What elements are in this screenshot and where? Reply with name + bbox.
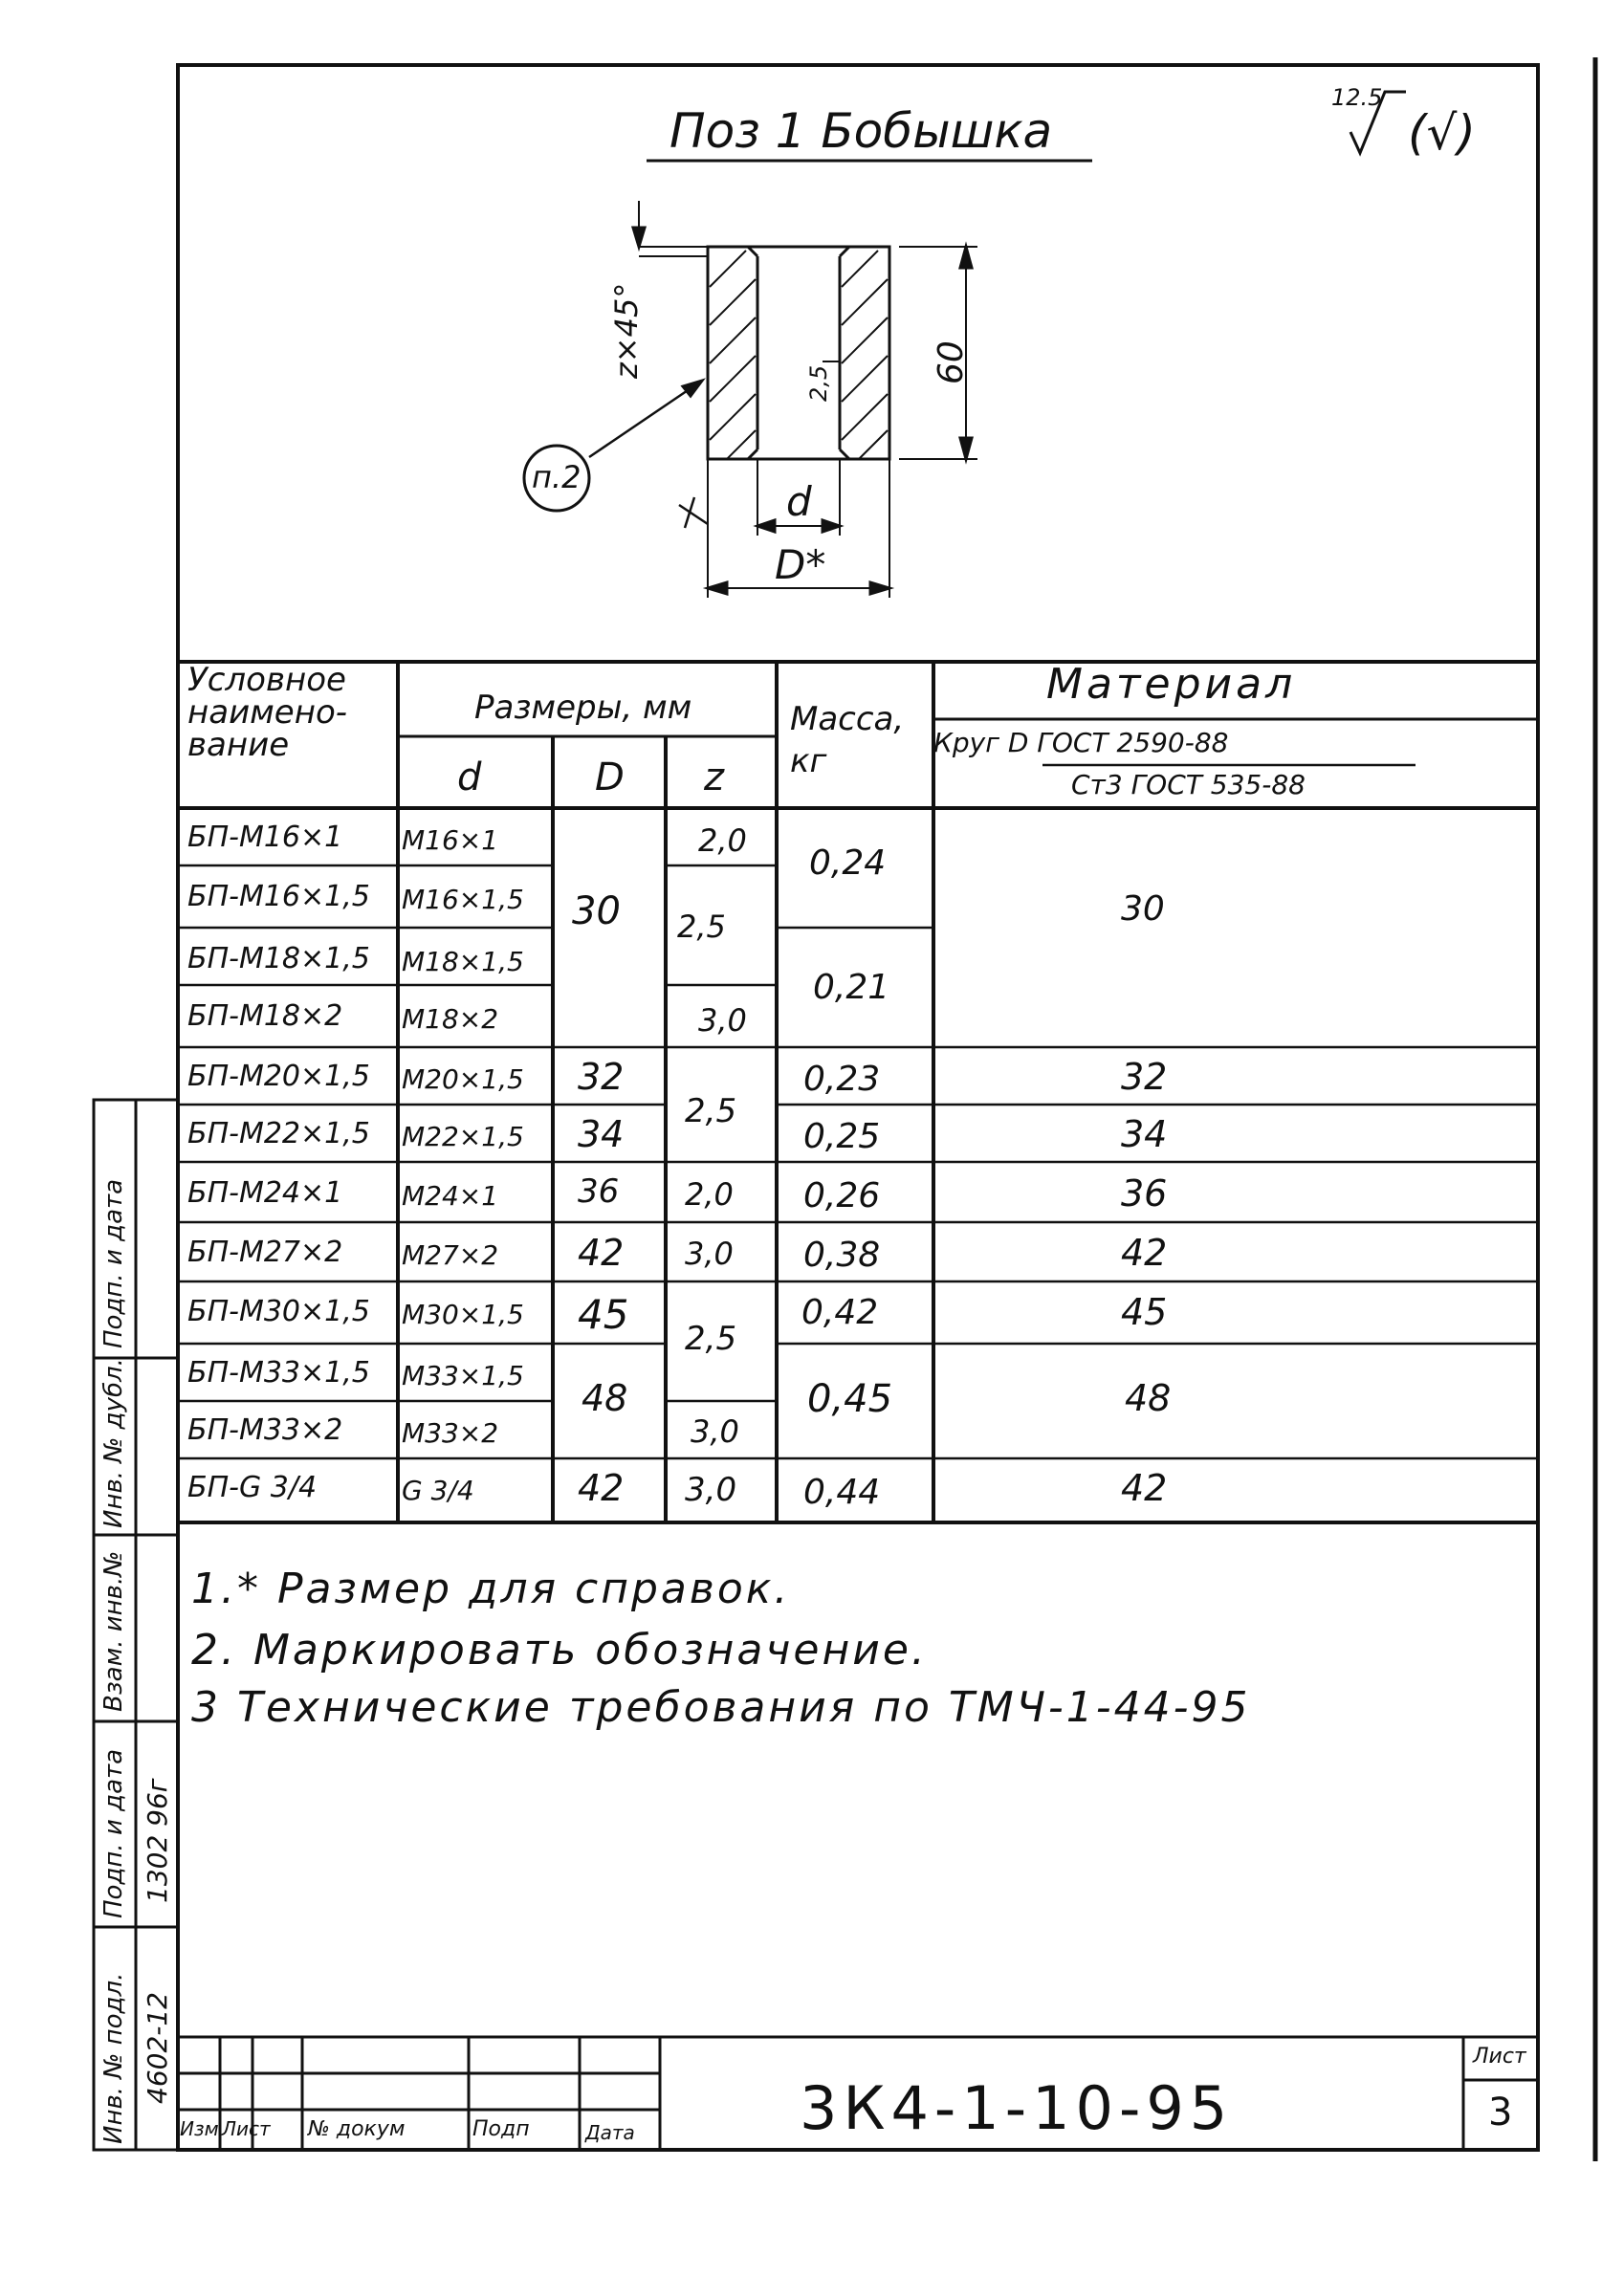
- material-spec-num: Круг D ГОСТ 2590-88: [933, 727, 1229, 758]
- row-d: М16×1,5: [402, 884, 524, 915]
- row-d: М27×2: [402, 1239, 499, 1271]
- z-value: 2,5: [685, 1320, 737, 1358]
- chamfer-label: z×45°: [608, 282, 645, 379]
- material-value: 34: [1121, 1113, 1168, 1155]
- z-value: 3,0: [685, 1471, 737, 1509]
- D-value: 42: [578, 1232, 625, 1274]
- material-value: 42: [1121, 1232, 1168, 1274]
- side-label: Инв. № подл.: [99, 1972, 128, 2144]
- roughness-symbol: (√): [1408, 105, 1476, 161]
- z-value: 2,5: [685, 1092, 737, 1130]
- header-dims: Размеры, мм: [474, 689, 692, 727]
- side-handwritten-inv: 4602-12: [142, 1992, 173, 2104]
- note-2: 2. Маркировать обозначение.: [191, 1626, 928, 1675]
- side-label: Инв. № дубл.: [99, 1358, 128, 1528]
- row-name: БП-М33×2: [187, 1413, 343, 1447]
- row-d: М20×1,5: [402, 1063, 524, 1095]
- z-value: 3,0: [685, 1236, 734, 1272]
- stamp-col-doc: № докум: [308, 2117, 406, 2141]
- row-name: БП-М18×2: [187, 999, 343, 1033]
- mass-value: 0,24: [809, 843, 887, 883]
- document-code: 3К4-1-10-95: [800, 2073, 1234, 2143]
- row-name: БП-М20×1,5: [187, 1060, 370, 1093]
- header-material: Материал: [1046, 660, 1297, 709]
- note-1: 1.* Размер для справок.: [191, 1565, 791, 1613]
- note-3: 3 Технические требования по ТМЧ-1-44-95: [191, 1683, 1251, 1732]
- row-d: М33×2: [402, 1417, 499, 1449]
- material-value: 32: [1121, 1056, 1168, 1098]
- height-label: 60: [932, 340, 971, 384]
- D-value: 48: [582, 1377, 628, 1419]
- D-value: 30: [572, 889, 621, 933]
- row-name: БП-М24×1: [187, 1176, 343, 1210]
- row-d: М16×1: [402, 824, 499, 856]
- mass-value: 0,38: [803, 1236, 881, 1275]
- header-D: D: [595, 755, 625, 799]
- mass-value: 0,23: [803, 1060, 881, 1099]
- row-name: БП-М16×1: [187, 821, 343, 854]
- z-value: 2,0: [698, 822, 747, 859]
- z-value: 3,0: [691, 1413, 739, 1450]
- mass-value: 0,42: [801, 1293, 879, 1332]
- row-d: М24×1: [402, 1180, 499, 1212]
- z-value: 2,0: [685, 1176, 734, 1213]
- stamp-col-date: Дата: [585, 2121, 635, 2144]
- stamp-col-list: Лист: [222, 2117, 271, 2140]
- material-spec-den: Ст3 ГОСТ 535-88: [1071, 769, 1306, 800]
- inner-dia-label: d: [786, 478, 812, 525]
- mass-value: 0,21: [813, 968, 890, 1007]
- mass-value: 0,26: [803, 1176, 881, 1215]
- mass-value: 0,45: [807, 1377, 893, 1421]
- D-value: 42: [578, 1467, 625, 1509]
- side-label: Подп. и дата: [99, 1178, 128, 1348]
- mass-value: 0,44: [803, 1473, 881, 1512]
- D-value: 34: [578, 1113, 625, 1155]
- side-label: Подп. и дата: [99, 1748, 128, 1918]
- wall-label: 2,5: [805, 364, 832, 402]
- row-d: М18×2: [402, 1003, 499, 1035]
- stamp-col-sign: Подп: [472, 2117, 530, 2141]
- sheet-number: 3: [1488, 2091, 1513, 2135]
- roughness-value: 12.5: [1331, 84, 1383, 111]
- row-name: БП-М27×2: [187, 1236, 343, 1269]
- header-z: z: [704, 755, 724, 799]
- row-d: G 3/4: [402, 1475, 474, 1506]
- header-mass: Масса, кг: [790, 700, 905, 780]
- row-d: М22×1,5: [402, 1121, 524, 1152]
- D-value: 32: [578, 1056, 625, 1098]
- row-name: БП-М30×1,5: [187, 1295, 370, 1328]
- z-value: 2,5: [677, 909, 726, 945]
- D-value: 45: [578, 1291, 629, 1338]
- side-handwritten-date: 1302 96г: [142, 1778, 173, 1903]
- material-value: 42: [1121, 1467, 1168, 1509]
- material-value: 30: [1121, 889, 1165, 929]
- row-name: БП-М22×1,5: [187, 1117, 370, 1150]
- material-value: 45: [1121, 1291, 1168, 1333]
- part-drawing: [524, 201, 977, 598]
- side-label: Взам. инв.№: [99, 1550, 128, 1712]
- header-d: d: [457, 755, 482, 799]
- outer-dia-label: D*: [775, 541, 826, 588]
- stamp-col-izm: Изм: [180, 2117, 219, 2140]
- row-d: М18×1,5: [402, 946, 524, 977]
- row-name: БП-М33×1,5: [187, 1356, 370, 1390]
- page-title: Поз 1 Бобышка: [669, 103, 1053, 159]
- row-name: БП-G 3/4: [187, 1471, 318, 1504]
- note-ref: п.2: [532, 459, 582, 495]
- mass-value: 0,25: [803, 1117, 881, 1156]
- sheet-label: Лист: [1473, 2045, 1526, 2069]
- row-name: БП-М18×1,5: [187, 942, 370, 975]
- row-d: М30×1,5: [402, 1299, 524, 1330]
- z-value: 3,0: [698, 1002, 747, 1039]
- header-name: Условное наимено-вание: [187, 661, 348, 764]
- D-value: 36: [578, 1172, 620, 1211]
- material-value: 36: [1121, 1172, 1168, 1215]
- row-d: М33×1,5: [402, 1360, 524, 1391]
- material-value: 48: [1125, 1377, 1172, 1419]
- row-name: БП-М16×1,5: [187, 880, 370, 913]
